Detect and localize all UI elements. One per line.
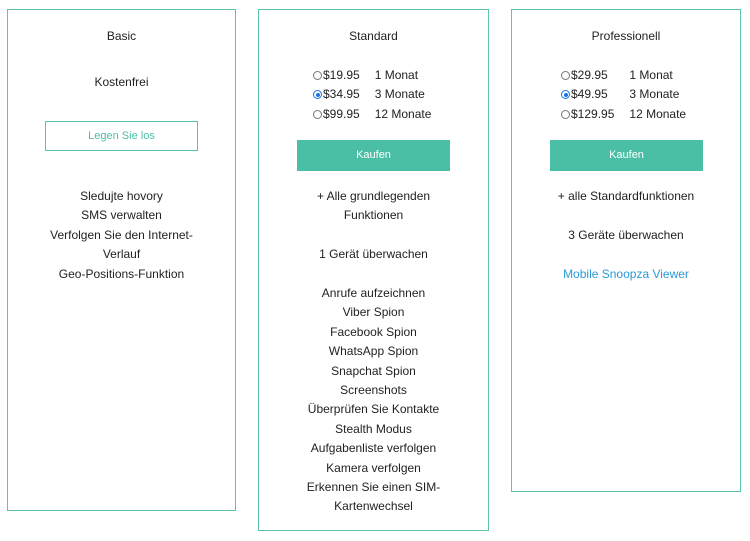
feature-item: Erkennen Sie einen SIM- <box>306 480 441 495</box>
option-duration: 12 Monate <box>374 106 432 121</box>
feature-item: Stealth Modus <box>335 421 412 436</box>
feature-item: Viber Spion <box>342 305 405 320</box>
feature-intro: + alle Standardfunktionen <box>557 189 695 203</box>
feature-item: Verlauf <box>102 247 141 262</box>
buy-button[interactable]: Kaufen <box>550 140 703 171</box>
price-option[interactable] <box>561 85 686 104</box>
option-duration: 1 Monat <box>629 68 673 82</box>
feature-intro: Funktionen <box>343 208 404 223</box>
feature-item: Verfolgen Sie den Internet- <box>50 227 193 242</box>
option-price: $49.95 <box>571 87 608 102</box>
viewer-link[interactable]: Mobile Snoopza Viewer <box>563 266 689 281</box>
device-count: 1 Gerät überwachen <box>319 247 428 262</box>
feature-list <box>512 187 740 284</box>
feature-item: Überprüfen Sie Kontakte <box>307 402 440 417</box>
price-radio[interactable] <box>561 110 570 119</box>
option-price: $19.95 <box>323 68 360 82</box>
device-count: 3 Geräte überwachen <box>568 227 684 242</box>
feature-item: Sledujte hovory <box>80 189 163 203</box>
price-radio[interactable] <box>561 90 570 99</box>
plan-title: Professionell <box>591 29 661 43</box>
feature-item: Geo-Positions-Funktion <box>58 266 185 281</box>
option-duration: 1 Monat <box>374 68 419 82</box>
get-started-button[interactable]: Legen Sie los <box>45 121 198 151</box>
option-duration: 12 Monate <box>629 106 687 121</box>
option-price: $99.95 <box>323 106 360 121</box>
price-option[interactable] <box>561 105 686 124</box>
price-radio[interactable] <box>313 110 322 119</box>
price-options <box>561 66 686 124</box>
feature-item: Kamera verfolgen <box>326 460 421 475</box>
price-option[interactable] <box>561 66 686 85</box>
feature-item: Anrufe aufzeichnen <box>321 286 426 300</box>
option-duration: 3 Monate <box>374 87 425 102</box>
price-radio[interactable] <box>313 90 322 99</box>
feature-item: WhatsApp Spion <box>328 344 419 359</box>
plan-price-label: Kostenfrei <box>94 75 149 89</box>
price-options <box>313 66 431 124</box>
buy-button[interactable]: Kaufen <box>297 140 450 171</box>
feature-item: Snapchat Spion <box>331 363 416 378</box>
price-option[interactable] <box>313 66 431 85</box>
option-price: $29.95 <box>571 68 608 82</box>
price-radio[interactable] <box>561 71 570 80</box>
plan-card-standard <box>258 9 489 531</box>
feature-list <box>8 187 235 284</box>
feature-item: Facebook Spion <box>330 324 417 339</box>
plan-card-professional <box>511 9 741 492</box>
plan-card-basic <box>7 9 236 511</box>
feature-item: Screenshots <box>340 383 407 398</box>
plan-title: Basic <box>106 29 137 43</box>
feature-item: Aufgabenliste verfolgen <box>310 441 437 456</box>
feature-list <box>259 187 488 517</box>
feature-intro: + Alle grundlegenden <box>316 189 431 203</box>
price-option[interactable] <box>313 85 431 104</box>
plan-title: Standard <box>349 29 398 43</box>
option-price: $34.95 <box>323 87 360 102</box>
price-radio[interactable] <box>313 71 322 80</box>
option-duration: 3 Monate <box>629 87 680 102</box>
option-price: $129.95 <box>571 106 615 121</box>
feature-item: Kartenwechsel <box>334 499 413 514</box>
feature-item: SMS verwalten <box>81 208 162 223</box>
price-option[interactable] <box>313 105 431 124</box>
